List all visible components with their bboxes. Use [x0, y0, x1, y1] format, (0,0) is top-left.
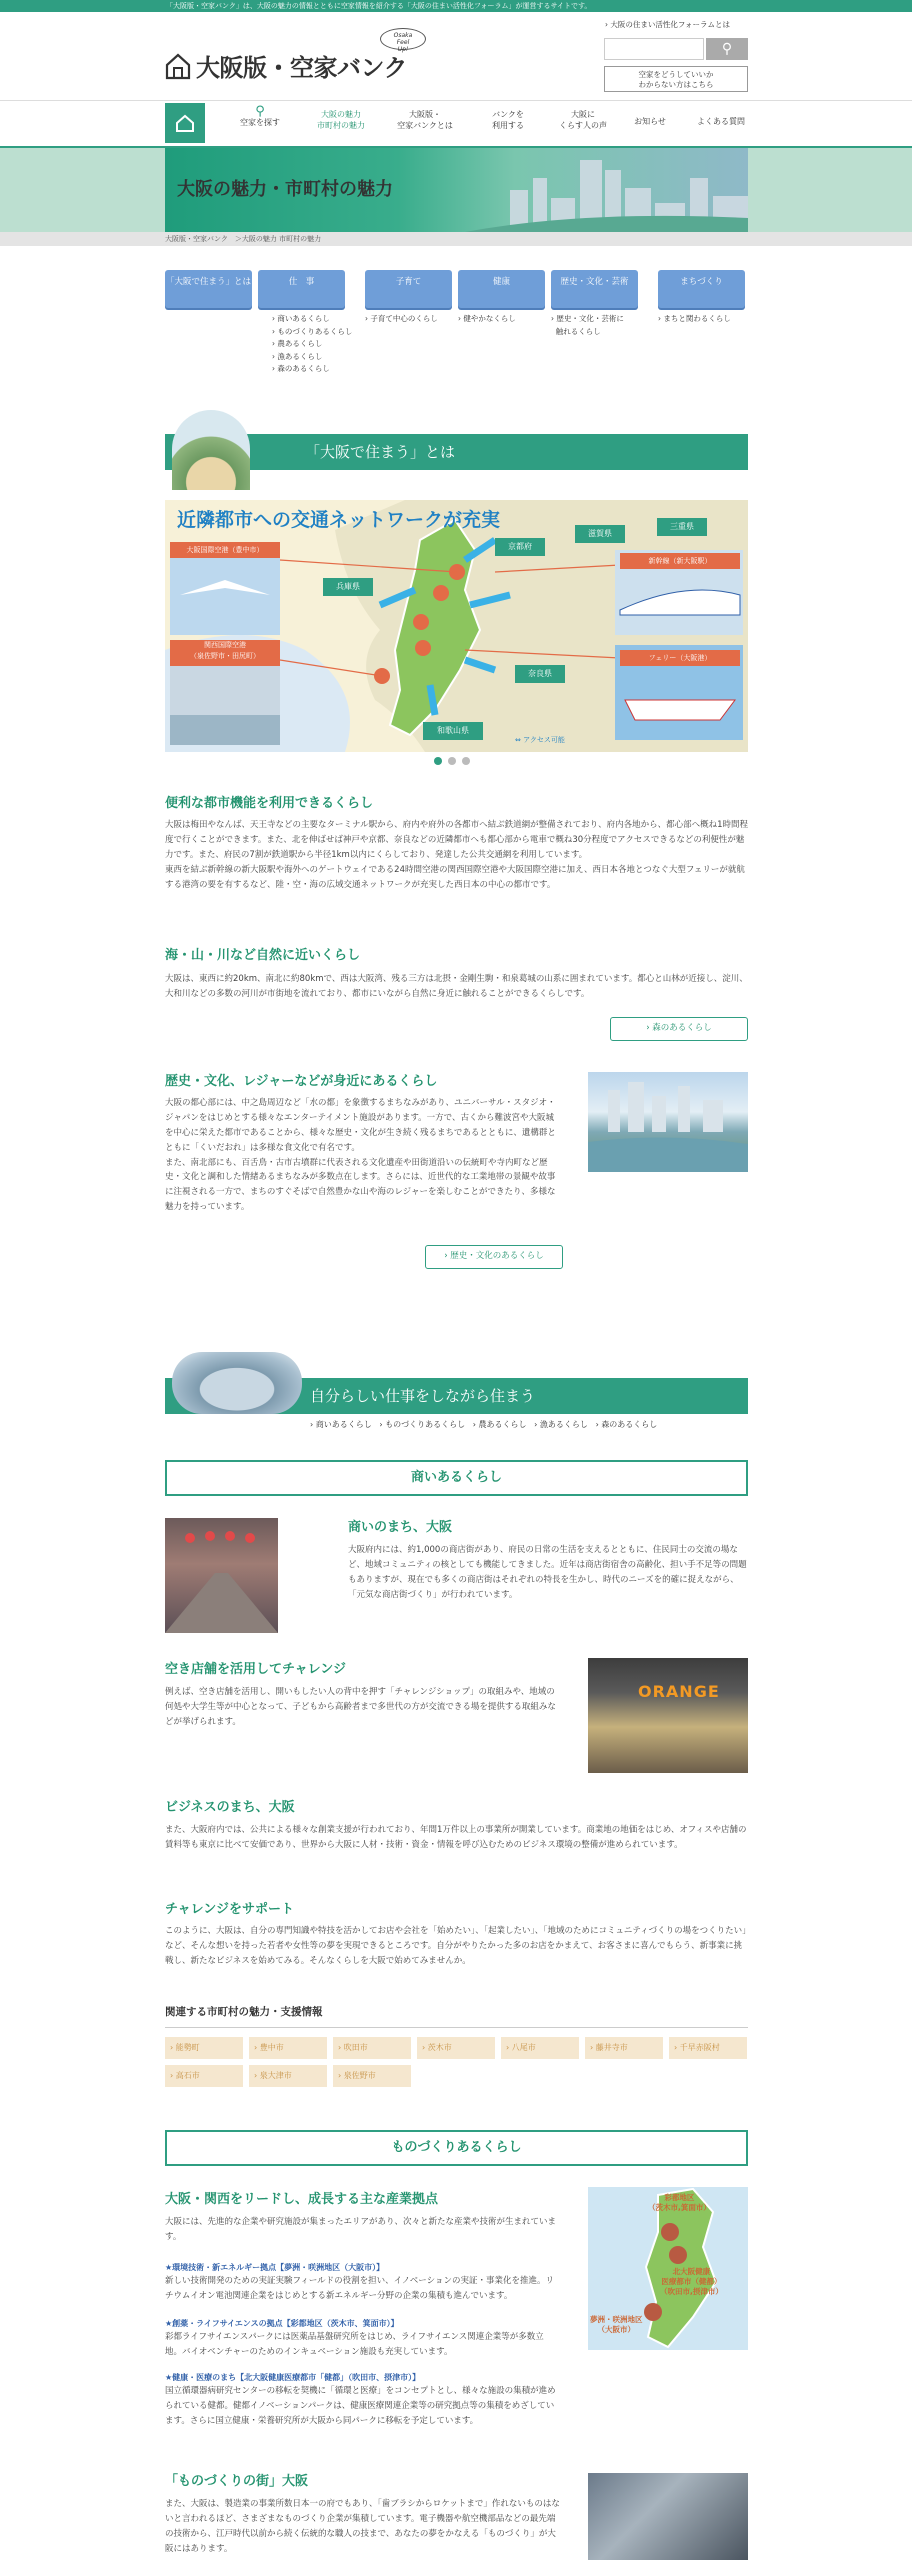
- home-logo-icon[interactable]: [165, 52, 191, 80]
- tab-about[interactable]: 「大阪で住まう」とは: [165, 270, 252, 308]
- article-title: 海・山・川など自然に近いくらし: [165, 948, 361, 963]
- nav-charm[interactable]: 大阪の魅力 市町村の魅力: [317, 110, 365, 130]
- shop-front-photo: [588, 1658, 748, 1773]
- sub-link[interactable]: › 農あるくらし: [272, 339, 323, 348]
- city-link[interactable]: › 泉大津市: [249, 2065, 327, 2087]
- article-body: 大阪は梅田やなんば、天王寺などの主要なターミナル駅から、府内や府外の各都市へ結ぶ鉄道網が整備されており、府内各地から、都心部へ概ね1時間程度で行くことができます。また、北を伸ばせば神戸や京都、奈良などの近隣都市へも都心部から電車で概ね30分程度でアクセスできるなどの利便性が魅力です。また、府民の7割が鉄道駅から半径1km以内にくらしており、発達した公共交通網を利用しています。 東西を結ぶ新幹線の新大阪駅や海外へのゲートウェイである24時間空港の関西国際空港や大阪国際空港に加え、西日本各地とつなぐ大型フェリーが就航する港湾の要を有するなど、陸・空・海の広域交通ネットワークが充実した西日本の中心の都市です。: [165, 820, 748, 890]
- craft-photo: [588, 2473, 748, 2560]
- legend-access: ⇔ アクセス可能: [515, 736, 565, 744]
- search-button[interactable]: [706, 38, 748, 60]
- city-link[interactable]: › 茨木市: [417, 2037, 495, 2059]
- page-title: 大阪の魅力・市町村の魅力: [177, 179, 393, 200]
- nav-faq[interactable]: よくある質問: [697, 117, 745, 126]
- city-link[interactable]: › 千早赤阪村: [669, 2037, 747, 2059]
- tab-health[interactable]: 健康: [458, 270, 545, 308]
- article-body: このように、大阪は、自分の専門知識や特技を活かしてお店や会社を「始めたい」、「起業したい」、「地域のためにコミュニティづくりの場をつくりたい」など、そんな想いを持った若者や女性等の夢を実現できるところです。自分がやりたかった多のお店をかまえて、お客さまに喜んでもらう、新事業に挑戦し、新たなビジネスを始めてみる。そんなくらしを大阪で始めてみませんか。: [165, 1926, 747, 1966]
- site-notice: 「大阪版・空家バンク」は、大阪の魅力の情報とともに空家情報を紹介する「大阪の住まい活性化フォーラム」が運営するサイトです。: [0, 0, 912, 12]
- label-itami: 大阪国際空港（豊中市）: [170, 542, 280, 558]
- industry-item: ★創薬・ライフサイエンスの拠点【彩都地区（茨木市、箕面市）】 彩都ライフサイエンスパークには医薬品基盤研究所をはじめ、ライフサイエンス関連企業等が多数立地。バイオベンチャーのためのインキュベーション施設も充実しています。: [165, 2319, 544, 2358]
- section-header: 「大阪で住まう」とは: [165, 434, 748, 470]
- article-body: 大阪府内には、約1,000の商店街があり、府民の日常の生活を支えるとともに、住民同士の交流の場など、地域コミュニティの核としても機能してきました。近年は商店街宿舎の高齢化、担い手不足等の問題もありますが、現在でも多くの商店街はそれぞれの特長を生かし、時代のニーズを的確に捉えながら、「元気な商店街づくり」が行われています。: [348, 1545, 747, 1600]
- article-title: 「ものづくりの街」大阪: [165, 2474, 309, 2489]
- article-title: 大阪・関西をリードし、成長する主な産業拠点: [165, 2192, 439, 2207]
- label-nara: 奈良県: [515, 665, 565, 683]
- article-title: 歴史・文化、レジャーなどが身近にあるくらし: [165, 1074, 438, 1089]
- article-body: 大阪の都心部には、中之島周辺など「水の都」を象徴するまちなみがあり、ユニバーサル・スタジオ・ジャパンをはじめとする様々なエンターテイメント施設があります。一方で、古くから難波宮や大阪城を中心に栄えた都市であることから、様々な歴史・文化が生き続く残るまちであるとともに、遺構群とともに「くいだおれ」は多様な食文化で有名です。 また、南北部にも、百舌鳥・古市古墳群に代表される文化遺産や田街道沿いの伝統町や寺内町など歴史・文化と調和した情緒あるまちなみが多数点在します。さらには、近世代的な工業地帯の景観や故事に注視される一方で、まちのすぐそばで自然豊かな山や海のレジャーを楽しむことができたり、多様な魅力を持っています。: [165, 1098, 556, 1213]
- article-body: 大阪は、東西に約20km、南北に約80kmで、西は大阪湾、残る三方は北摂・金剛生駒・和泉葛城の山系に囲まれています。都心と山林が近接し、淀川、大和川などの多数の河川が市街地を流れており、都市にいながら自然に身近に触れることができるくらしです。: [165, 974, 748, 999]
- banner-image: [165, 148, 748, 232]
- label-shinkansen: 新幹線（新大阪駅）: [620, 553, 740, 569]
- site-logo[interactable]: 大阪版・空家バンク: [196, 54, 408, 82]
- city-link[interactable]: › 能勢町: [165, 2037, 243, 2059]
- nav-voices[interactable]: 大阪に くらす人の声: [559, 110, 607, 130]
- industry-item: ★健康・医療のまち【北大阪健康医療都市「健都」（吹田市、摂津市）】 国立循環器病研究センターの移転を契機に「循環と医療」をコンセプトとし、様々な施設の集積が進められている健都。健都イノベーションパークは、健康医療関連企業等の研究拠点等の集積をめざしています。さらに国立健康・栄養研究所が大阪から同パークに移転を予定しています。: [165, 2373, 556, 2427]
- tab-history[interactable]: 歴史・文化・芸術: [551, 270, 638, 308]
- city-link[interactable]: › 八尾市: [501, 2037, 579, 2059]
- osaka-feel-up-badge: Osaka Feel Up!: [380, 28, 426, 50]
- work-link[interactable]: › 農あるくらし: [472, 1420, 527, 1429]
- label-kyoto: 京都府: [495, 538, 545, 556]
- home-icon: [165, 103, 205, 143]
- map-label-yumeshima: 夢洲・咲洲地区 （大阪市）: [590, 2315, 643, 2334]
- transport-map: [165, 500, 748, 752]
- work-link[interactable]: › 商いあるくらし: [310, 1420, 372, 1429]
- map-label-saito: 彩都地区 （茨木市,箕面市）: [648, 2193, 711, 2212]
- article-body: また、大阪は、製造業の事業所数日本一の府でもあり、「歯ブラシからロケットまで」作れないものはないと言われるほど、さまざまなものづくり企業が集積しています。電子機器や航空機部品などの最先端の技術から、江戸時代以前から続く伝統的な職人の技まで、あなたの夢をかなえる「ものづくり」が大阪にはあります。: [165, 2499, 560, 2554]
- tab-work[interactable]: 仕 事: [258, 270, 345, 308]
- tab-childcare[interactable]: 子育て: [365, 270, 452, 308]
- forum-link[interactable]: › 大阪の住まい活性化フォーラムとは: [605, 20, 730, 29]
- city-link[interactable]: › 吹田市: [333, 2037, 411, 2059]
- sub-link[interactable]: › 漁あるくらし: [272, 351, 323, 361]
- nav-home-button[interactable]: [165, 103, 205, 143]
- search-input[interactable]: [604, 38, 704, 60]
- river-city-photo: [588, 1072, 748, 1172]
- label-ferry: フェリー（大阪港）: [620, 650, 740, 666]
- article-title: 便利な都市機能を利用できるくらし: [165, 796, 374, 811]
- city-link[interactable]: › 藤井寺市: [585, 2037, 663, 2059]
- article-title: ビジネスのまち、大阪: [165, 1800, 295, 1815]
- label-wakayama: 和歌山県: [423, 722, 483, 740]
- article-title: 空き店舗を活用してチャレンジ: [165, 1662, 346, 1677]
- city-link[interactable]: › 豊中市: [249, 2037, 327, 2059]
- map-title: 近隣都市への交通ネットワークが充実: [177, 509, 501, 531]
- breadcrumb: 大阪版・空家バンク ＞大阪の魅力 市町村の魅力: [0, 232, 912, 246]
- shop-heading: 商いあるくらし: [165, 1460, 748, 1496]
- work-link[interactable]: › 森のあるくらし: [595, 1420, 658, 1429]
- monozukuri-heading: ものづくりあるくらし: [165, 2130, 748, 2166]
- nav-search-akiya[interactable]: ⚲ 空家を探す: [230, 106, 290, 129]
- related-title: 関連する市町村の魅力・支援情報: [165, 2006, 323, 2018]
- history-link-button[interactable]: › 歴史・文化のあるくらし: [425, 1245, 563, 1269]
- work-link[interactable]: › ものづくりあるくらし: [379, 1420, 466, 1429]
- label-hyogo: 兵庫県: [323, 578, 373, 596]
- tab-town[interactable]: まちづくり: [658, 270, 745, 308]
- article-title: チャレンジをサポート: [165, 1902, 294, 1917]
- label-kansai: 関西国際空港 （泉佐野市・田尻町）: [170, 640, 280, 666]
- section-header: 自分らしい仕事をしながら住まう: [165, 1378, 748, 1414]
- forest-link-button[interactable]: › 森のあるくらし: [610, 1017, 748, 1041]
- sub-link[interactable]: › 森のあるくらし: [272, 364, 330, 373]
- article-title: 商いのまち、大阪: [348, 1520, 453, 1535]
- shopping-street-photo: [165, 1518, 278, 1633]
- arrow-icon: ⇔: [515, 736, 521, 744]
- article-body: 例えば、空き店舗を活用し、開いもしたい人の背中を押す「チャレンジショップ」の取組みや、地域の何処や大学生等が中心となって、子どもから高齢者まで多世代の方が交流できる場を提供する取組みなどが挙げられます。: [165, 1687, 556, 1727]
- house-photo: [172, 410, 250, 490]
- sub-link[interactable]: › まちと関わるくらし: [658, 314, 731, 323]
- nav-about-bank[interactable]: 大阪版・ 空家バンクとは: [397, 110, 453, 130]
- sub-link[interactable]: › 商いあるくらし: [272, 314, 330, 323]
- city-photo: [172, 1352, 302, 1414]
- magnifier-icon: ⚲: [721, 41, 733, 57]
- slider-dots[interactable]: [434, 757, 476, 771]
- article-body: 大阪には、先進的な企業や研究施設が集まったエリアがあり、次々と新たな産業や技術が生まれています。: [165, 2217, 557, 2242]
- city-link[interactable]: › 高石市: [165, 2065, 243, 2087]
- industry-map: [588, 2187, 748, 2350]
- search-icon: ⚲: [255, 104, 265, 119]
- city-link[interactable]: › 泉佐野市: [333, 2065, 411, 2087]
- label-shiga: 滋賀県: [575, 525, 625, 543]
- article-body: また、大阪府内では、公共による様々な創業支援が行われており、年間1万件以上の事業所が開業しています。商業地の地価をはじめ、オフィスや店舗の賃料等も東京に比べて安価であり、世界から大阪に人材・技術・資金・情報を呼び込むためのビジネス環境の整備が進められています。: [165, 1825, 747, 1850]
- sub-link[interactable]: › ものづくりあるくらし: [272, 326, 353, 336]
- nav-news[interactable]: お知らせ: [634, 117, 666, 126]
- work-links: [310, 1419, 657, 1432]
- chevron-right-icon: ›: [605, 20, 608, 29]
- work-link[interactable]: › 漁あるくらし: [534, 1420, 588, 1429]
- sub-link[interactable]: › 歴史・文化・芸術に 触れるくらし: [551, 314, 624, 336]
- industry-item: ★環境技術・新エネルギー拠点【夢洲・咲洲地区（大阪市）】 新しい技術開発のための実証実験フィールドの役割を担い、イノベーションの実証・事業化を推進。リチウムイオン電池関連企業をはじめとする新エネルギー分野の企業の集積も進んでいます。: [165, 2263, 554, 2302]
- shop-sign: ORANGE: [638, 1682, 720, 1701]
- sub-link[interactable]: › 子育て中心のくらし: [365, 314, 438, 323]
- nav-use-bank[interactable]: バンクを 利用する: [492, 110, 524, 130]
- label-mie: 三重県: [657, 518, 707, 536]
- map-label-kento: 北大阪健康 医療都市（健都） （吹田市,摂津市）: [660, 2267, 723, 2296]
- consult-button[interactable]: 空家をどうしていいか わからない方はこちら: [604, 66, 748, 92]
- sub-link[interactable]: › 健やかなくらし: [458, 314, 516, 323]
